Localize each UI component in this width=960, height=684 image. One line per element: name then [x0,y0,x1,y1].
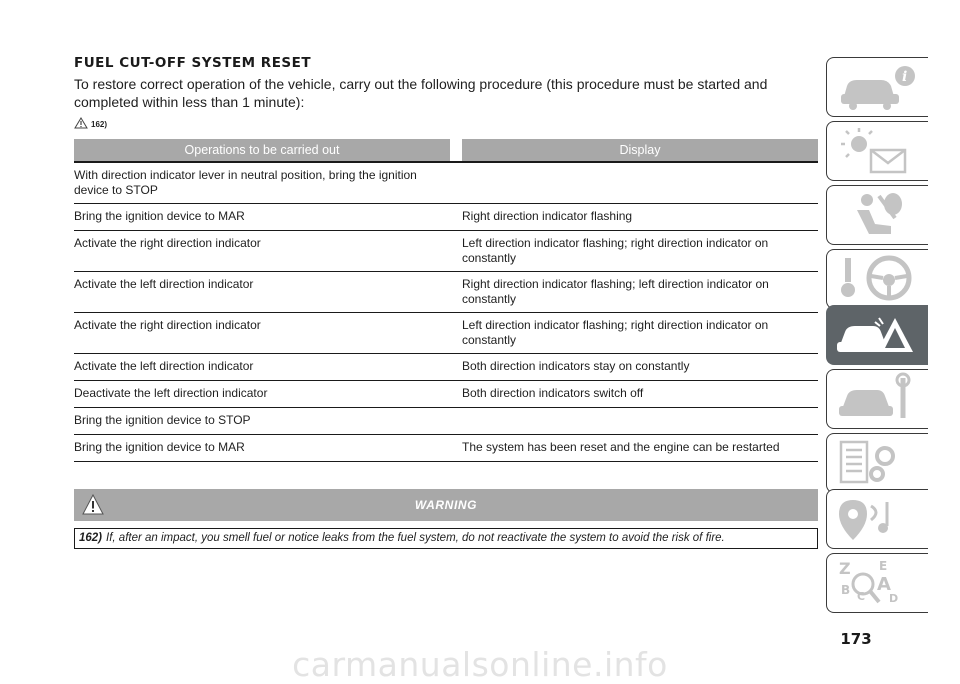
car-breakdown-icon [833,308,923,362]
operation-cell: Bring the ignition device to STOP [74,408,450,435]
table-row [74,231,818,272]
key-steering-wheel-icon [833,252,923,306]
tab-multimedia[interactable] [826,489,928,549]
operation-cell: Activate the right direction indicator [74,313,450,354]
display-cell: Both direction indicators switch off [462,381,818,408]
table-row [74,204,818,231]
warning-box [74,528,818,549]
table-row [74,272,818,313]
operation-cell: Deactivate the left direction indicator [74,381,450,408]
section-title: FUEL CUT-OFF SYSTEM RESET [74,55,312,71]
tab-car-info[interactable] [826,57,928,117]
table-row [74,381,818,408]
table-row [74,354,818,381]
display-cell [462,408,818,435]
tab-warning-lights[interactable] [826,121,928,181]
warning-text: If, after an impact, you smell fuel or notice leaks from the fuel system, do not reactivate the system to avoid the risk of fire. [106,532,725,544]
operations-table [74,139,818,462]
tab-maintenance[interactable] [826,369,928,429]
warning-section [74,489,818,549]
display-cell: Right direction indicator flashing [462,204,818,231]
display-cell: Right direction indicator flashing; left direction indicator on constantly [462,272,818,313]
tab-starting-driving[interactable] [826,249,928,309]
warning-number: 162) [79,532,103,544]
table-row [74,162,818,204]
watermark: carmanualsonline.info [292,645,668,684]
warning-title: WARNING [414,498,478,512]
svg-text:C: C [857,590,866,603]
display-cell: The system has been reset and the engine can be restarted [462,435,818,462]
svg-text:B: B [841,583,851,597]
svg-text:A: A [877,574,891,595]
warning-light-message-icon [833,124,923,178]
operation-cell: Activate the right direction indicator [74,231,450,272]
svg-text:Z: Z [839,559,851,578]
svg-text:i: i [902,69,908,85]
warning-triangle-icon [82,493,104,517]
page-number: 173 [840,630,872,648]
svg-text:E: E [879,559,888,573]
svg-text:D: D [889,592,899,605]
tab-safety[interactable] [826,185,928,245]
tab-emergency[interactable] [826,305,928,365]
technical-data-icon [833,436,923,490]
display-cell: Left direction indicator flashing; right direction indicator on constantly [462,313,818,354]
intro-text: To restore correct operation of the vehicle, carry out the following procedure (this procedure must be started and completed within less than 1 minute): [74,76,768,110]
operation-cell: Activate the left direction indicator [74,354,450,381]
seat-airbag-icon [833,188,923,242]
display-cell [462,162,818,204]
operation-cell: Bring the ignition device to MAR [74,435,450,462]
car-info-icon [833,60,923,114]
operation-cell: Bring the ignition device to MAR [74,204,450,231]
table-header-row [74,139,818,162]
tab-index[interactable] [826,553,928,613]
index-icon [833,556,923,610]
warning-reference[interactable] [74,115,818,129]
header-operations: Operations to be carried out [74,139,450,162]
display-cell: Left direction indicator flashing; right direction indicator on constantly [462,231,818,272]
multimedia-icon [833,492,923,546]
operation-cell: With direction indicator lever in neutral position, bring the ignition device to STOP [74,162,450,204]
warning-reference-number: 162) [91,120,108,129]
warning-triangle-icon [74,117,88,129]
car-maintenance-icon [833,372,923,426]
table-row [74,435,818,462]
display-cell: Both direction indicators stay on constantly [462,354,818,381]
table-row [74,408,818,435]
operation-cell: Activate the left direction indicator [74,272,450,313]
warning-header [74,489,818,521]
header-gap [450,139,462,162]
tab-technical-data[interactable] [826,433,928,493]
content-area [74,55,818,549]
header-display: Display [462,139,818,162]
table-row [74,313,818,354]
